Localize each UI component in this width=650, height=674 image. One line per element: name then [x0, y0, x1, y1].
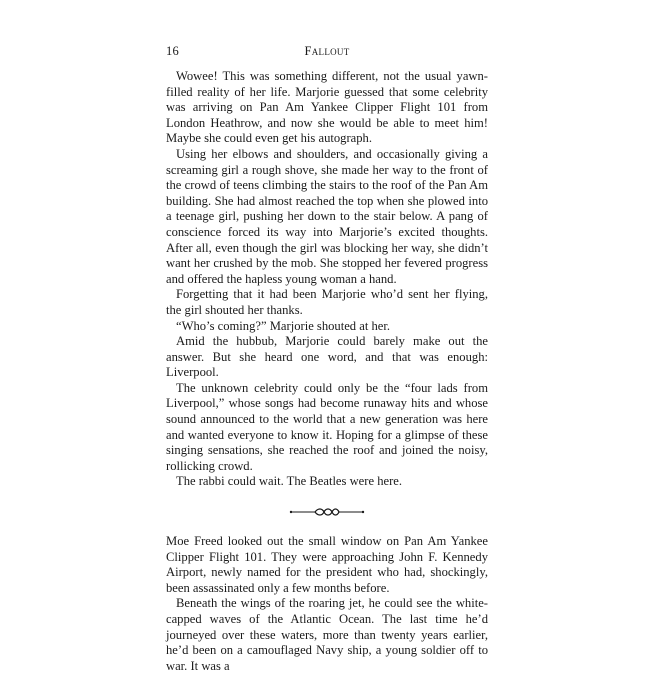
page-header: [166, 44, 488, 62]
scroll-flourish-icon: [289, 506, 365, 518]
paragraph: “Who’s coming?” Marjorie shouted at her.: [176, 318, 391, 333]
paragraph: The unknown celebrity could only be the “four lads from Liverpool,” whose songs had become runaway hits and whose sound announced to the world that a new generation was here and wanted everyone to know it. Hoping for a glimpse of these singing sensations, she reached the roof and joined the noisy, rollicking crowd.: [166, 380, 488, 473]
section-break-ornament: [166, 490, 488, 534]
page-number: 16: [166, 44, 180, 58]
paragraph: Using her elbows and shoulders, and occasionally giving a screaming girl a rough shove, she made her way to the front of the crowd of teens climbing the stairs to the roof of the Pan Am building. She had almost reached the top when she plowed into a teenage girl, pushing her down to the stair below. A pang of conscience forced its way into Marjorie’s excited thoughts. After all, even though the girl was blocking her way, she didn’t want her crushed by the mob. She stopped her fevered progress and offered the hapless young woman a hand.: [166, 146, 488, 286]
running-head: Fallout: [304, 44, 350, 58]
paragraph: Forgetting that it had been Marjorie who’d sent her flying, the girl shouted her thanks.: [166, 287, 488, 317]
paragraph: Amid the hubbub, Marjorie could barely make out the answer. But she heard one word, and that was enough: Liverpool.: [166, 334, 488, 380]
paragraph: The rabbi could wait. The Beatles were here.: [176, 474, 403, 489]
paragraph: Beneath the wings of the roaring jet, he could see the white-capped waves of the Atlantic Ocean. The last time he’d journeyed over these waters, more than twenty years earlier, he’d been on a camouflaged Navy ship, a young soldier off to war. It was a: [166, 596, 488, 673]
paragraph: Wowee! This was something different, not the usual yawn-filled reality of her life. Marjorie guessed that some celebrity was arriving on Pan Am Yankee Clipper Flight 101 from London Heathrow, and now she would be able to meet him! Maybe she could even get his autograph.: [166, 69, 488, 146]
body-text: [166, 69, 488, 674]
paragraph: Moe Freed looked out the small window on Pan Am Yankee Clipper Flight 101. They were approaching John F. Kennedy Airport, newly named for the president who had, shockingly, been assassinated only a few months before.: [166, 534, 488, 595]
